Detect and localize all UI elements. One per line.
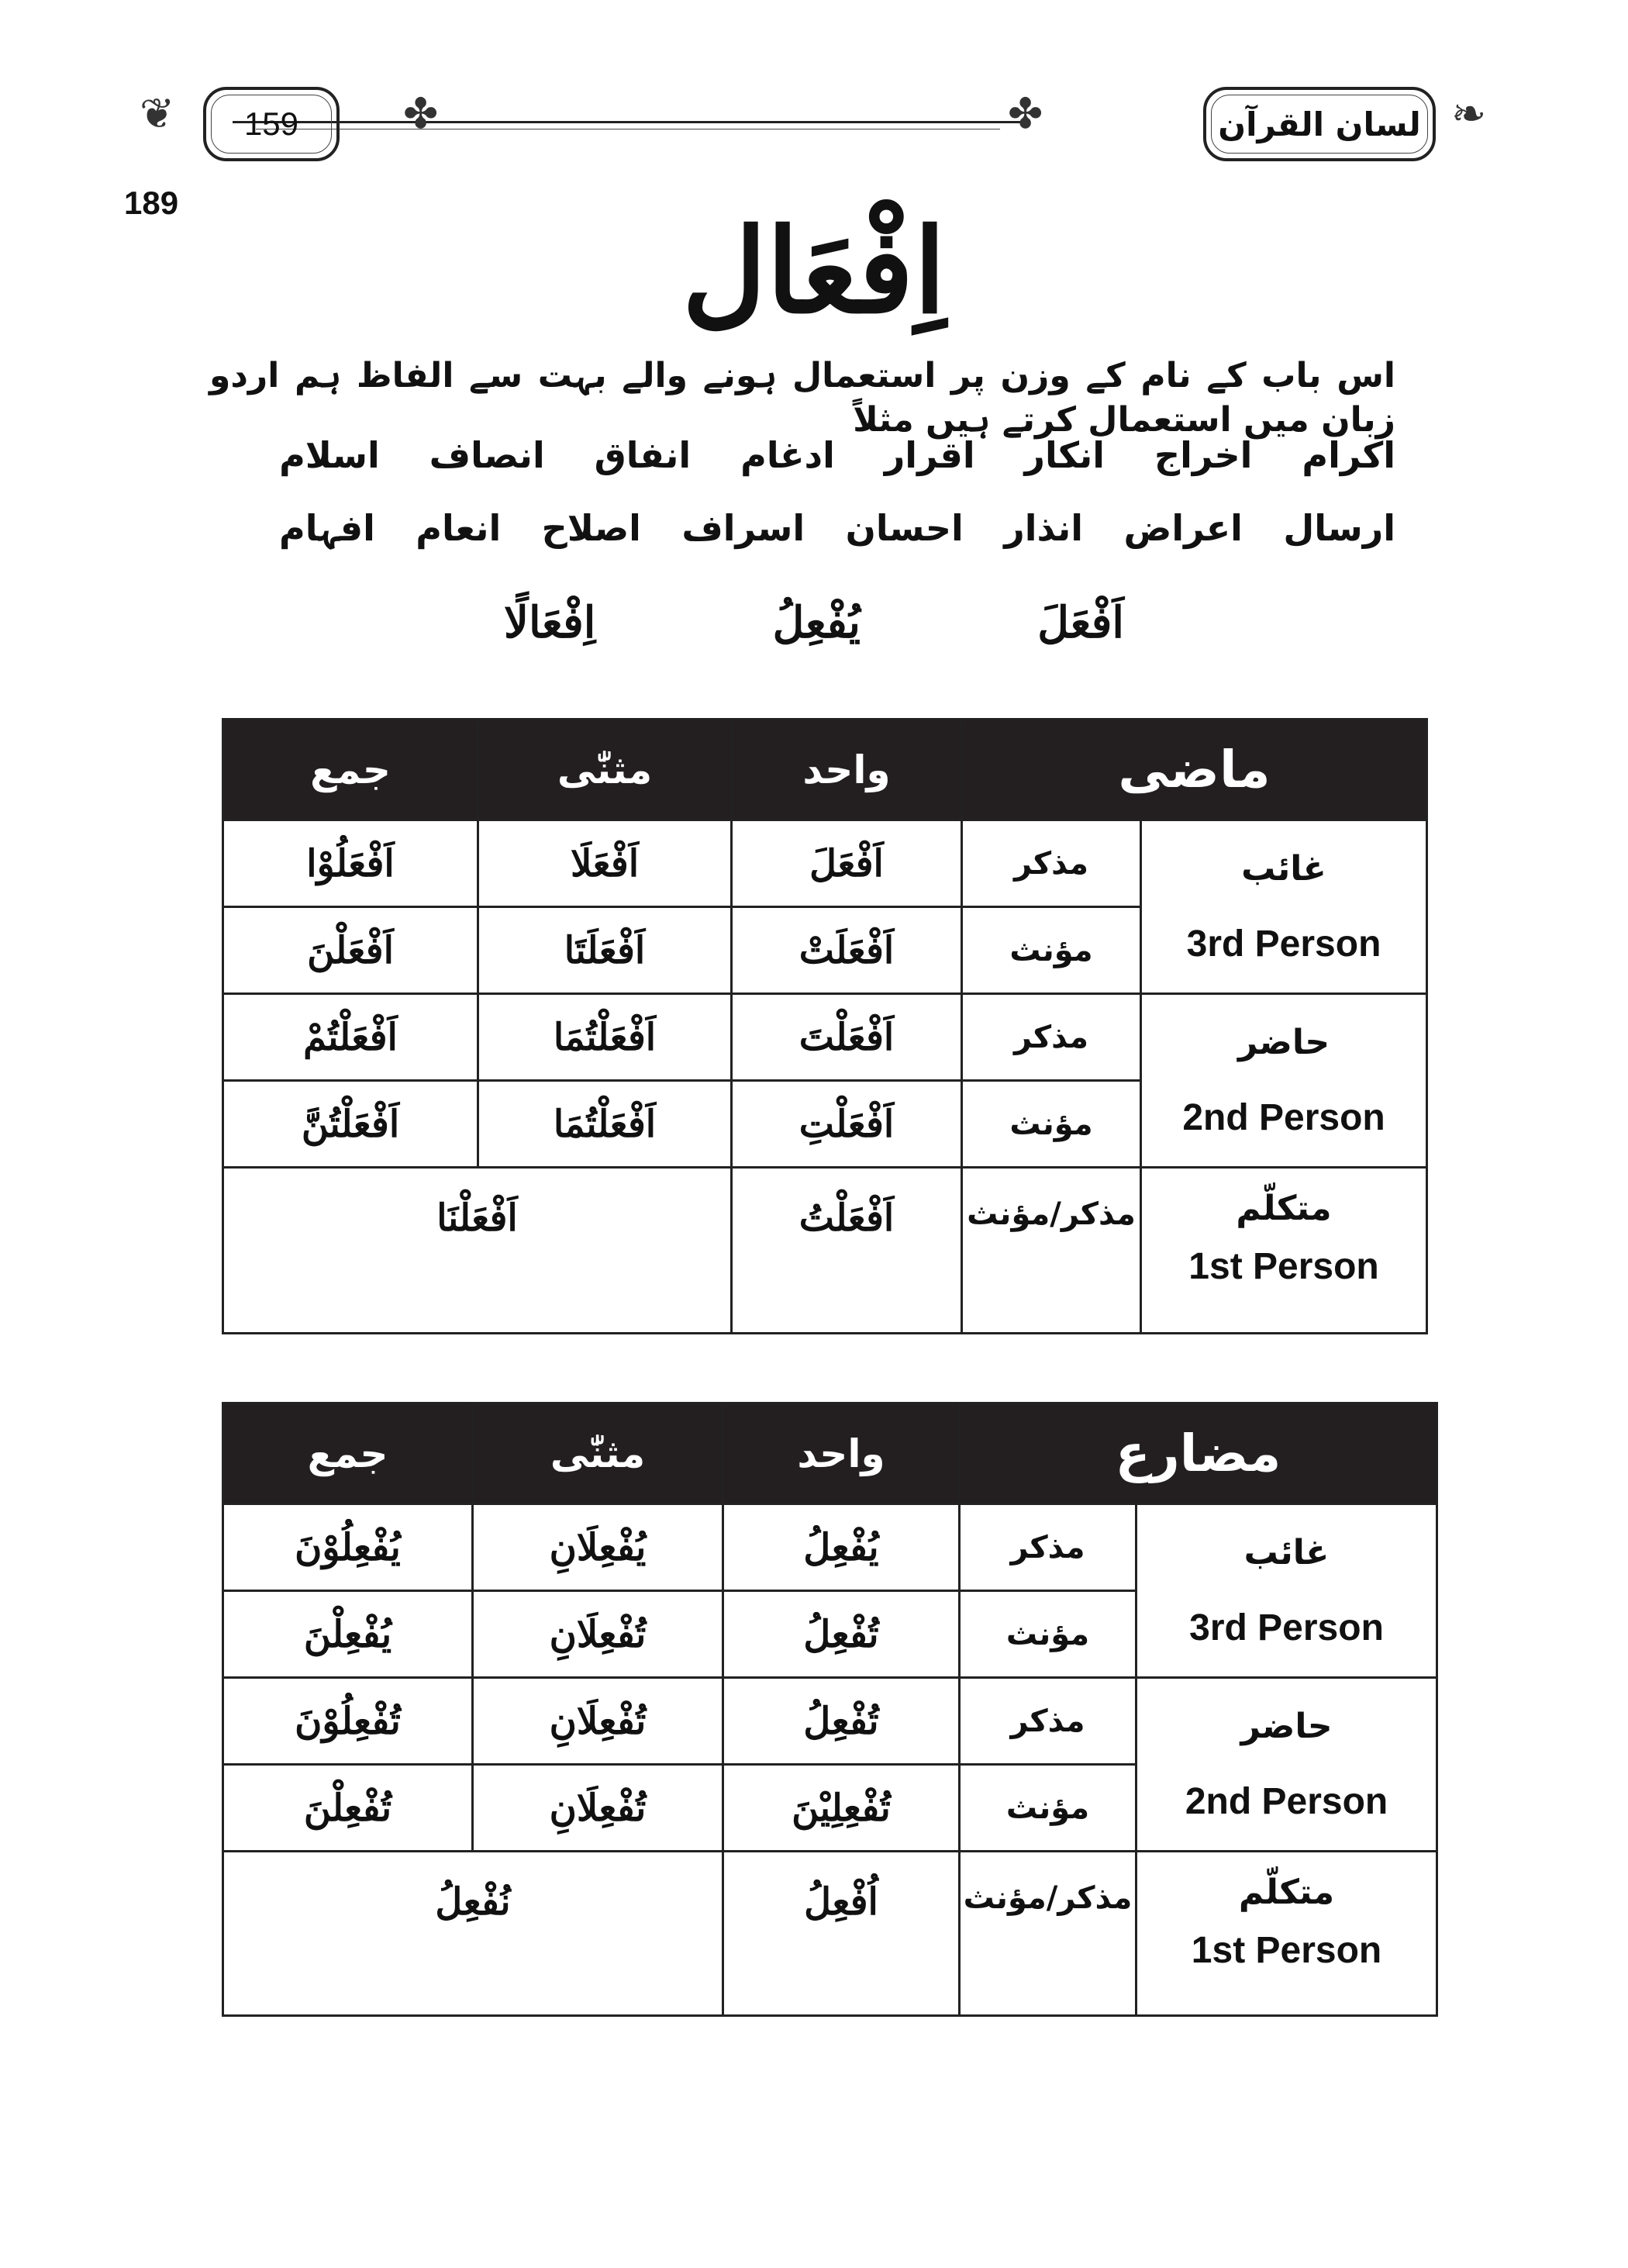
conj-cell: نُفْعِلُ	[223, 1852, 723, 2016]
example-word: اسراف	[681, 507, 805, 549]
gender-label: مؤنث	[962, 1081, 1141, 1168]
conj-cell: اَفْعَلْتِ	[732, 1081, 962, 1168]
column-plural: جمع	[223, 1403, 473, 1504]
example-word: اقرار	[884, 434, 975, 476]
person-label-ur: غائب	[1243, 1532, 1330, 1572]
conj-cell: يُفْعِلُ	[723, 1504, 960, 1591]
mudari-table	[222, 1402, 1438, 2017]
conj-cell: اَفْعَلْتُمْ	[223, 994, 478, 1081]
example-word: احسان	[845, 507, 964, 549]
example-word: اکرام	[1302, 434, 1395, 476]
gender-label: مذکر	[960, 1678, 1136, 1765]
person-label-second	[1141, 994, 1427, 1168]
conj-cell: يُفْعِلُوْنَ	[223, 1504, 473, 1591]
conj-cell: يُفْعِلَانِ	[473, 1504, 723, 1591]
table-row	[223, 994, 1427, 1081]
header-ornament-icon: ❧	[1451, 89, 1487, 138]
table-header-row	[223, 720, 1427, 820]
conj-cell: تُفْعِلِيْنَ	[723, 1765, 960, 1852]
table-row	[223, 1504, 1437, 1591]
conj-cell: اَفْعَلْتَ	[732, 994, 962, 1081]
conj-cell: اَفْعَلَ	[732, 820, 962, 907]
example-words-row-1	[279, 434, 1395, 476]
person-label-en: 2nd Person	[1182, 1096, 1385, 1138]
conj-cell: اَفْعَلْتُ	[732, 1168, 962, 1334]
person-label-ur: متکلّم	[1236, 1189, 1332, 1228]
conj-cell: اَفْعَلَا	[478, 820, 732, 907]
example-word: اعراض	[1123, 507, 1243, 549]
example-word: اصلاح	[541, 507, 641, 549]
book-title-cartouche	[1203, 87, 1436, 161]
header-ornament-icon: ✤	[1008, 89, 1043, 138]
person-label-first	[1141, 1168, 1427, 1334]
intro-paragraph: اس باب کے نام کے وزن پر استعمال ہونے والے بہت سے الفاظ ہم اردو زبان میں استعمال کرتے ہیں مثلاً	[209, 356, 1395, 440]
table-row	[223, 1852, 1437, 2016]
gender-label: مذکر/مؤنث	[960, 1852, 1136, 2016]
gender-label: مذکر/مؤنث	[962, 1168, 1141, 1334]
conj-cell: تُفْعِلْنَ	[223, 1765, 473, 1852]
gender-label: مذکر	[960, 1504, 1136, 1591]
conj-cell: اَفْعَلَتَا	[478, 907, 732, 994]
header-rule	[233, 121, 1023, 123]
person-label-en: 1st Person	[1191, 1930, 1382, 1971]
person-label-ur: متکلّم	[1238, 1873, 1335, 1912]
gender-label: مذکر	[962, 820, 1141, 907]
header-ornament-icon: ❦	[140, 89, 175, 138]
table-row	[223, 1678, 1437, 1765]
example-word: انصاف	[429, 434, 545, 476]
example-word: انعام	[416, 507, 502, 549]
conj-cell: اَفْعَلْنَا	[223, 1168, 732, 1334]
table-row	[223, 820, 1427, 907]
madi-table	[222, 718, 1428, 1334]
conj-cell: تُفْعِلَانِ	[473, 1591, 723, 1678]
example-word: انذار	[1004, 507, 1084, 549]
tense-heading: مضارع	[960, 1403, 1437, 1504]
pattern-form-masdar: اِفْعَالًا	[504, 597, 596, 648]
person-label-en: 1st Person	[1188, 1246, 1379, 1287]
example-word: اخراج	[1154, 434, 1253, 476]
pattern-form-madi: اَفْعَلَ	[1037, 597, 1124, 648]
person-label-second	[1136, 1678, 1437, 1852]
chapter-title: اِفْعَال	[681, 203, 947, 340]
page-number-cartouche	[203, 87, 340, 161]
gender-label: مؤنث	[960, 1765, 1136, 1852]
example-word: انکار	[1024, 434, 1105, 476]
person-label-ur: حاضر	[1237, 1022, 1330, 1062]
person-label-first	[1136, 1852, 1437, 2016]
column-dual: مثنّٰی	[473, 1403, 723, 1504]
person-label-third	[1141, 820, 1427, 994]
table-row	[223, 1168, 1427, 1334]
gender-label: مؤنث	[962, 907, 1141, 994]
person-label-en: 3rd Person	[1189, 1607, 1384, 1648]
person-label-third	[1136, 1504, 1437, 1678]
conj-cell: تُفْعِلُوْنَ	[223, 1678, 473, 1765]
conj-cell: اَفْعَلْتُمَا	[478, 994, 732, 1081]
example-word: اسلام	[279, 434, 380, 476]
conj-cell: تُفْعِلَانِ	[473, 1765, 723, 1852]
tense-heading: ماضی	[962, 720, 1427, 820]
person-label-en: 3rd Person	[1186, 923, 1381, 965]
pattern-form-mudari: يُفْعِلُ	[772, 597, 861, 648]
conj-cell: اَفْعَلْنَ	[223, 907, 478, 994]
side-number: 189	[124, 185, 179, 221]
table-header-row	[223, 1403, 1437, 1504]
conj-cell: اَفْعَلَتْ	[732, 907, 962, 994]
gender-label: مؤنث	[960, 1591, 1136, 1678]
cartouche-inner-border	[211, 95, 332, 154]
conj-cell: تُفْعِلُ	[723, 1678, 960, 1765]
example-word: ارسال	[1283, 507, 1395, 549]
book-title: لسان القرآن	[1218, 105, 1421, 143]
column-dual: مثنّٰی	[478, 720, 732, 820]
person-label-ur: حاضر	[1240, 1706, 1333, 1746]
example-words-row-2	[279, 507, 1395, 549]
pattern-forms	[504, 597, 1124, 648]
page-number: 159	[243, 105, 299, 142]
conj-cell: تُفْعِلُ	[723, 1591, 960, 1678]
column-singular: واحد	[732, 720, 962, 820]
column-singular: واحد	[723, 1403, 960, 1504]
header-ornament-icon: ✤	[403, 89, 439, 138]
conj-cell: يُفْعِلْنَ	[223, 1591, 473, 1678]
cartouche-inner-border	[1211, 95, 1428, 154]
example-word: افہام	[279, 507, 375, 549]
conj-cell: اَفْعَلْتُمَا	[478, 1081, 732, 1168]
gender-label: مذکر	[962, 994, 1141, 1081]
conj-cell: اَفْعَلْتُنَّ	[223, 1081, 478, 1168]
conj-cell: تُفْعِلَانِ	[473, 1678, 723, 1765]
conj-cell: اَفْعَلُوْا	[223, 820, 478, 907]
example-word: انفاق	[594, 434, 692, 476]
person-label-ur: غائب	[1241, 848, 1326, 889]
example-word: ادغام	[740, 434, 835, 476]
conj-cell: اُفْعِلُ	[723, 1852, 960, 2016]
person-label-en: 2nd Person	[1185, 1780, 1388, 1822]
column-plural: جمع	[223, 720, 478, 820]
